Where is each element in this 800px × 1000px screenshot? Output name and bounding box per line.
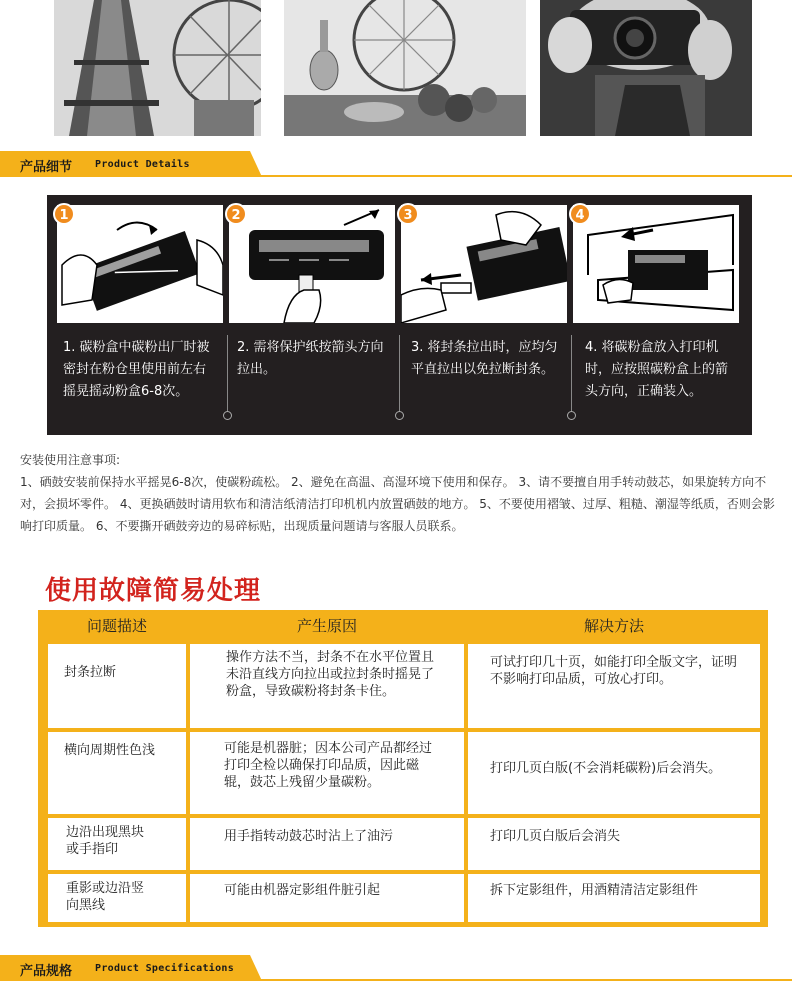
photo-still-life <box>284 0 526 136</box>
step-2-text: 2. 需将保护纸按箭头方向拉出。 <box>237 340 384 377</box>
step-2-badge: 2 <box>225 203 247 225</box>
header-underline <box>250 979 792 981</box>
notes-title: 安装使用注意事项: <box>20 453 121 467</box>
table-cell-problem: 重影或边沿竖向黑线 <box>48 874 186 922</box>
section-subtitle: Product Specifications <box>95 963 235 974</box>
notes-body: 1、硒鼓安装前保持水平摇晃6-8次，使碳粉疏松。 2、避免在高温、高湿环境下使用和保存。 3、请不要擅自用手转动鼓芯，如果旋转方向不对，会损坏零件。 4、更换硒鼓时请用软布和清洁纸清洁打印机机内放置硒鼓的地方。 5、不要使用褶皱、过厚、粗糙、潮湿等纸质，否则会影响打印质量。 6、不要撕开硒鼓旁边的易碎标贴，出现质量问题请与客服人员联系。 <box>20 475 775 533</box>
table-cell-problem: 封条拉断 <box>48 644 186 728</box>
step-divider <box>227 335 228 415</box>
section-subtitle: Product Details <box>95 159 190 170</box>
table-cell-solution: 打印几页白版(不会消耗碳粉)后会消失。 <box>468 732 760 814</box>
step-1-text: 1. 碳粉盒中碳粉出厂时被密封在粉仓里使用前左右摇晃摇动粉盒6-8次。 <box>63 340 210 399</box>
step-3-text: 3. 将封条拉出时，应均匀平直拉出以免拉断封条。 <box>411 340 558 377</box>
step-divider-dot <box>567 411 576 420</box>
table-cell-solution: 打印几页白版后会消失 <box>468 818 760 870</box>
table-cell-solution: 可试打印几十页，如能打印全版文字，证明不影响打印品质，可放心打印。 <box>468 644 760 728</box>
step-1-badge: 1 <box>53 203 75 225</box>
header-underline <box>250 175 792 177</box>
product-details-header <box>0 151 800 177</box>
step-4-text: 4. 将碳粉盒放入打印机时，应按照碳粉盒上的箭头方向，正确装入。 <box>585 340 729 399</box>
table-cell-cause: 操作方法不当，封条不在水平位置且未沿直线方向拉出或拉封条时摇晃了粉盒，导致碳粉将封条卡住。 <box>190 644 464 728</box>
troubleshooting-title: 使用故障简易处理 <box>45 576 262 606</box>
column-header-solution: 解决方法 <box>468 612 760 640</box>
section-title: 产品规格 <box>20 964 73 979</box>
section-title: 产品细节 <box>20 160 73 175</box>
step-4-badge: 4 <box>569 203 591 225</box>
step-2-illustration <box>229 205 395 323</box>
table-cell-problem: 边沿出现黑块或手指印 <box>48 818 186 870</box>
step-divider-dot <box>223 411 232 420</box>
photo-eiffel-tower <box>54 0 261 136</box>
step-4-illustration <box>573 205 739 323</box>
column-header-cause: 产生原因 <box>190 612 464 640</box>
table-cell-cause: 用手指转动鼓芯时沾上了油污 <box>190 818 464 870</box>
column-header-problem: 问题描述 <box>48 612 186 640</box>
top-photo-strip <box>0 0 800 140</box>
install-steps-panel <box>47 195 752 435</box>
step-3-badge: 3 <box>397 203 419 225</box>
step-divider <box>399 335 400 415</box>
table-cell-solution: 拆下定影组件，用酒精清洁定影组件 <box>468 874 760 922</box>
step-3-illustration <box>401 205 567 323</box>
table-cell-cause: 可能是机器脏；因本公司产品都经过 打印全检以确保打印品质，因此磁辊，鼓芯上残留少量碳粉。 <box>190 732 464 814</box>
step-1-illustration <box>57 205 223 323</box>
product-specs-header <box>0 955 800 981</box>
step-divider <box>571 335 572 415</box>
table-cell-problem: 横向周期性色浅 <box>48 732 186 814</box>
step-divider-dot <box>395 411 404 420</box>
troubleshooting-table <box>38 610 768 927</box>
photo-child-camera <box>540 0 752 136</box>
table-cell-cause: 可能由机器定影组件脏引起 <box>190 874 464 922</box>
